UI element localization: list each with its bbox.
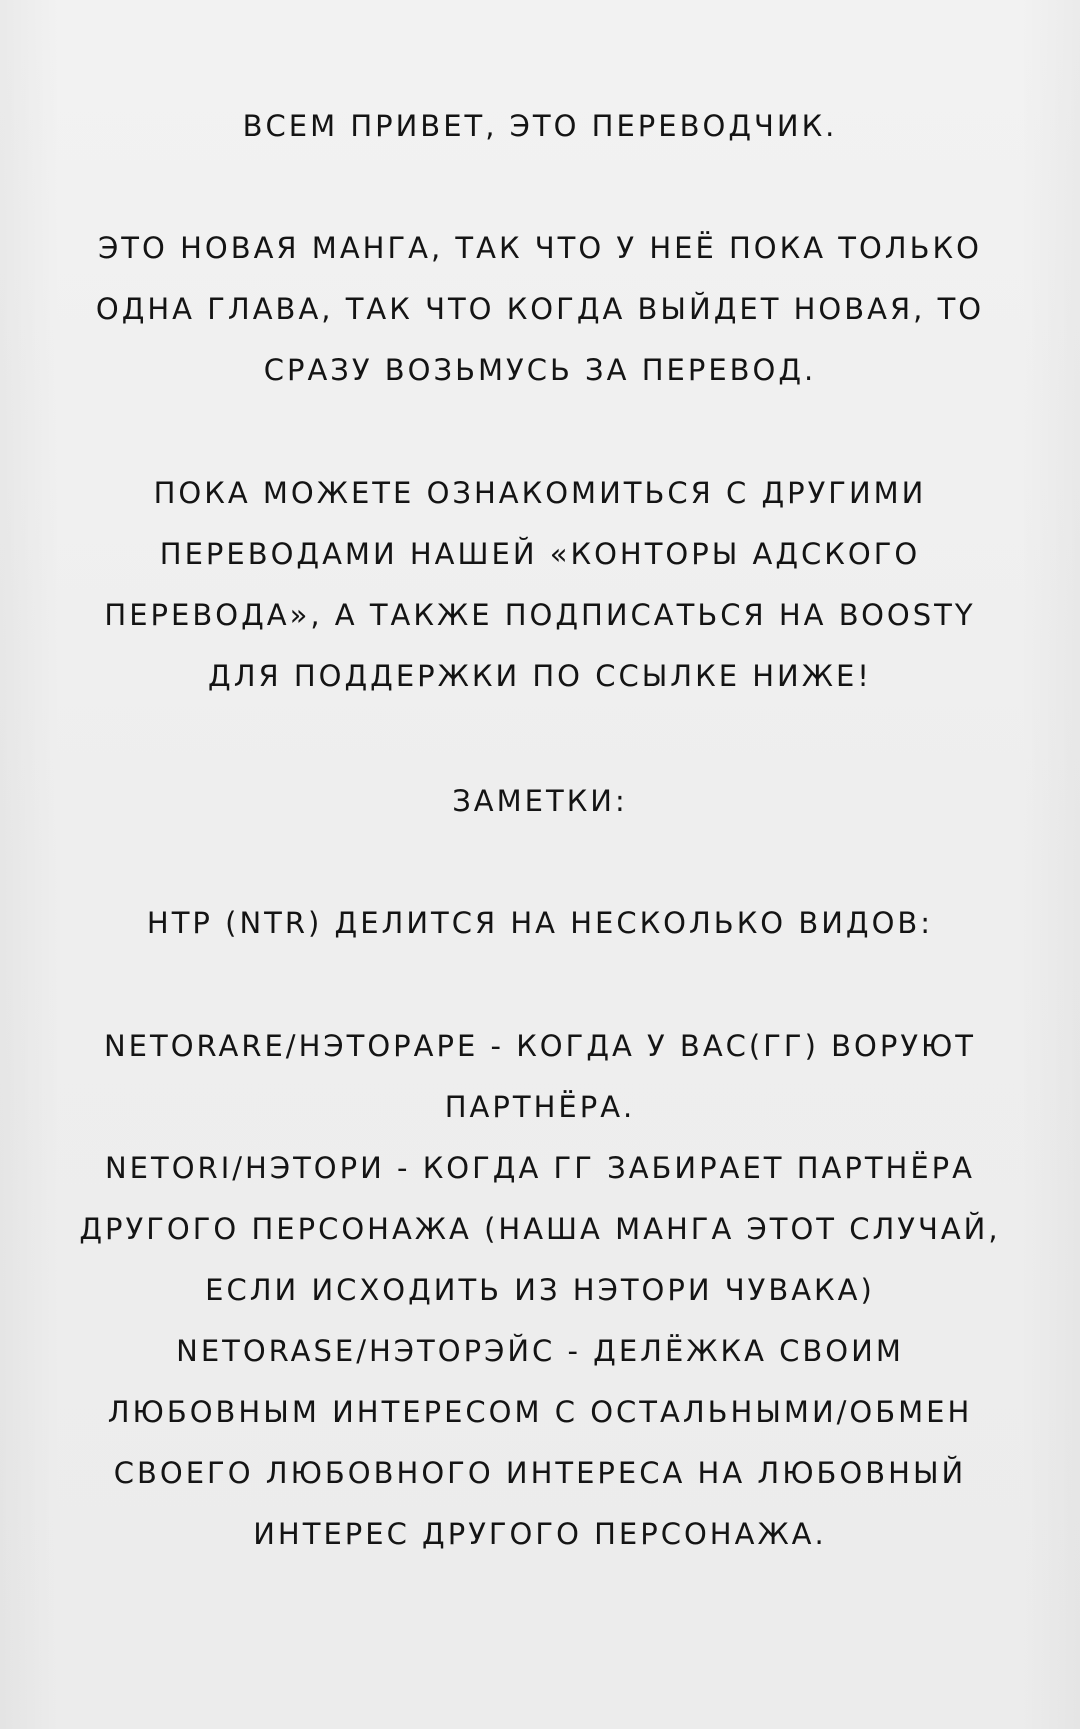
definition-line: NETORI/НЭТОРИ - КОГДА ГГ ЗАБИРАЕТ ПАРТНЁРА [104, 1151, 976, 1185]
greeting-paragraph [0, 96, 1080, 157]
ntr-intro-paragraph [0, 893, 1080, 954]
definition-line: ПАРТНЁРА. [444, 1090, 636, 1124]
definition-line: ДРУГОГО ПЕРСОНАЖА (НАША МАНГА ЭТОТ СЛУЧАЙ, [79, 1212, 1001, 1246]
ntr-intro-line: НТР (NTR) ДЕЛИТСЯ НА НЕСКОЛЬКО ВИДОВ: [146, 906, 934, 940]
promo-line: ПЕРЕВОДАМИ НАШЕЙ «КОНТОРЫ АДСКОГО [159, 537, 921, 571]
definition-line: СВОЕГО ЛЮБОВНОГО ИНТЕРЕСА НА ЛЮБОВНЫЙ [113, 1456, 967, 1490]
definition-line: NETORARE/НЭТОРАРЕ - КОГДА У ВАС(ГГ) ВОРУЮТ [103, 1029, 977, 1063]
intro-line: ОДНА ГЛАВА, ТАК ЧТО КОГДА ВЫЙДЕТ НОВАЯ, ТО [95, 292, 985, 326]
greeting-line: ВСЕМ ПРИВЕТ, ЭТО ПЕРЕВОДЧИК. [242, 109, 838, 143]
definitions-paragraph [0, 1016, 1080, 1565]
notes-heading-line: ЗАМЕТКИ: [452, 784, 628, 818]
promo-line: ПЕРЕВОДА», А ТАКЖЕ ПОДПИСАТЬСЯ НА BOOSTY [104, 598, 976, 632]
definition-line: ИНТЕРЕС ДРУГОГО ПЕРСОНАЖА. [253, 1517, 827, 1551]
intro-paragraph [0, 218, 1080, 401]
promo-line: ПОКА МОЖЕТЕ ОЗНАКОМИТЬСЯ С ДРУГИМИ [153, 476, 927, 510]
definition-line: NETORASE/НЭТОРЭЙС - ДЕЛЁЖКА СВОИМ [176, 1334, 904, 1368]
intro-line: СРАЗУ ВОЗЬМУСЬ ЗА ПЕРЕВОД. [263, 353, 817, 387]
promo-paragraph [0, 463, 1080, 707]
notes-heading [0, 771, 1080, 832]
definition-line: ЕСЛИ ИСХОДИТЬ ИЗ НЭТОРИ ЧУВАКА) [205, 1273, 875, 1307]
intro-line: ЭТО НОВАЯ МАНГА, ТАК ЧТО У НЕЁ ПОКА ТОЛЬКО [98, 231, 982, 265]
definition-line: ЛЮБОВНЫМ ИНТЕРЕСОМ С ОСТАЛЬНЫМИ/ОБМЕН [107, 1395, 973, 1429]
promo-line: ДЛЯ ПОДДЕРЖКИ ПО ССЫЛКЕ НИЖЕ! [208, 659, 872, 693]
